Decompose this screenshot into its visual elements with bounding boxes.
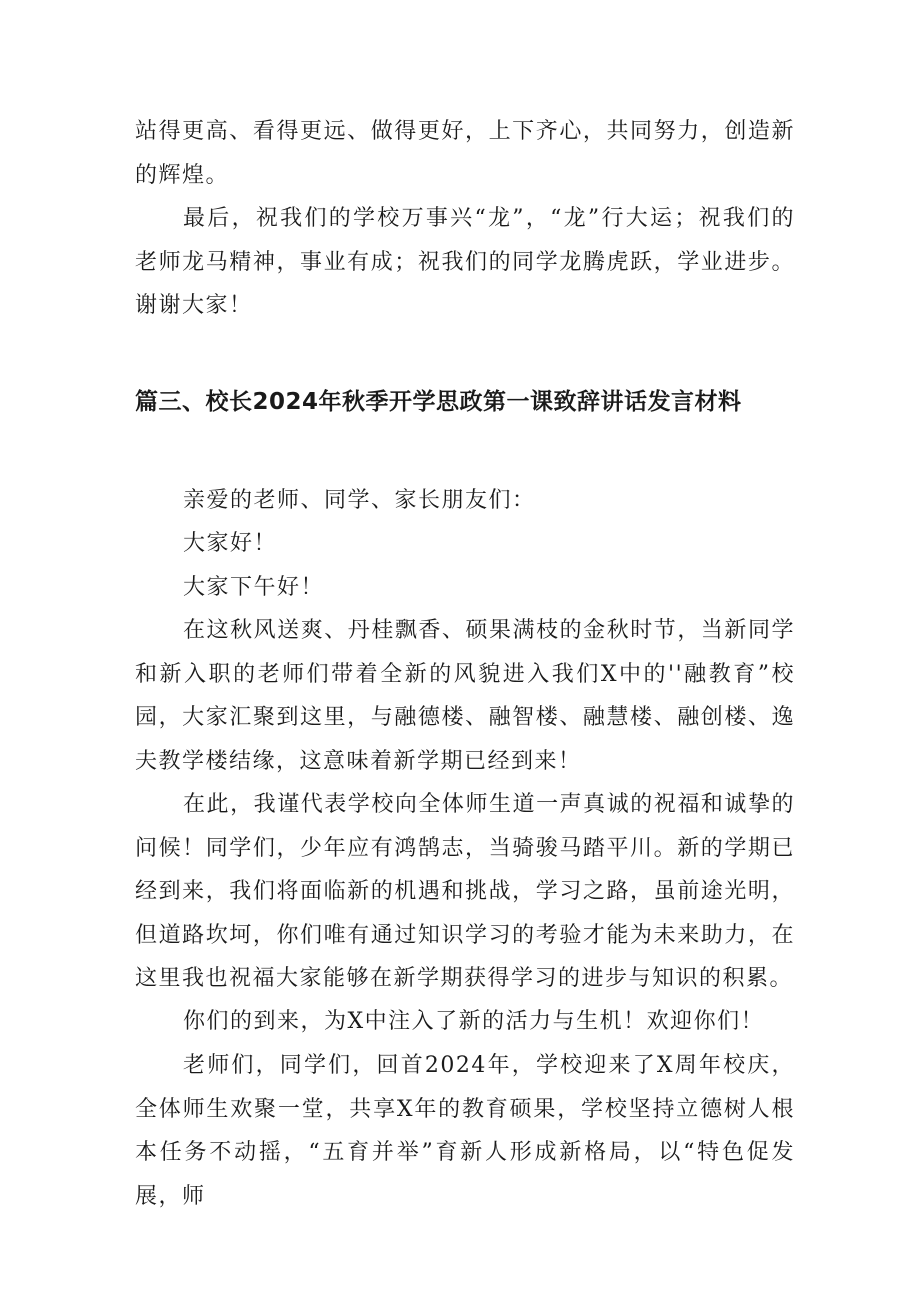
body-paragraph-4: 老师们，同学们，回首2024年，学校迎来了X周年校庆，全体师生欢聚一堂，共享X年的教育硕果，学校坚持立德树人根本任务不动摇，“五育并举”育新人形成新格局，以“特色促发展，师 [135, 1053, 795, 1209]
section-title: 篇三、校长2024年秋季开学思政第一课致辞讲话发言材料 [135, 389, 742, 415]
greeting-afternoon: 大家下午好！ [183, 575, 325, 600]
continued-paragraph: 站得更高、看得更远、做得更好，上下齐心，共同努力，创造新的辉煌。 [135, 119, 795, 188]
body-paragraph-1: 在这秋风送爽、丹桂飘香、硕果满枝的金秋时节，当新同学和新入职的老师们带着全新的风貌进入我们X中的''融教育”校园，大家汇聚到这里，与融德楼、融智楼、融慧楼、融创楼、逸夫教学楼结缘，这意味着新学期已经到来！ [135, 618, 795, 774]
closing-paragraph: 最后，祝我们的学校万事兴“龙”，“龙”行大运；祝我们的老师龙马精神，事业有成；祝我们的同学龙腾虎跃，学业进步。谢谢大家！ [135, 206, 795, 318]
body-paragraph-2: 在此，我谨代表学校向全体师生道一声真诚的祝福和诚挚的问候！同学们，少年应有鸿鹄志，当骑骏马踏平川。新的学期已经到来，我们将面临新的机遇和挑战，学习之路，虽前途光明，但道路坎坷，你们唯有通过知识学习的考验才能为未来助力，在这里我也祝福大家能够在新学期获得学习的进步与知识的积累。 [135, 792, 795, 991]
greeting-hello: 大家好！ [183, 531, 278, 556]
body-paragraph-3: 你们的到来，为X中注入了新的活力与生机！欢迎你们！ [183, 1009, 765, 1034]
salutation: 亲爱的老师、同学、家长朋友们： [183, 488, 536, 513]
